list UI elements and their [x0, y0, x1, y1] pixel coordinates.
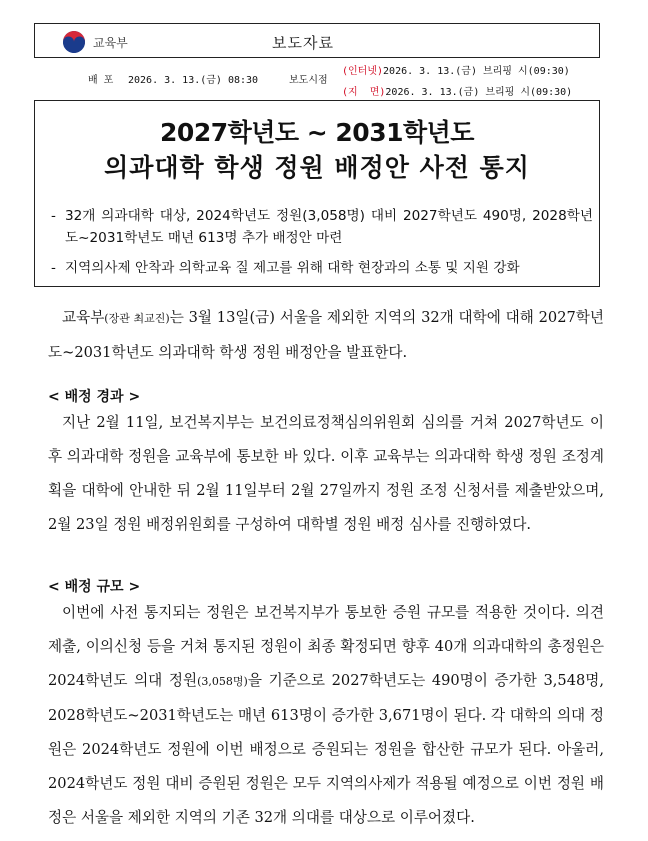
section-scale-text-a: 이번에 사전 통지되는 정원은 보건복지부가 통보한 증원 규모를 적용한 것이다. 의견제출, 이의신청 등을 거쳐 통지된 정원이 최종 확정되면 향후 40개 의과대학의 총정원은 2024학년도 의대 정원: [48, 604, 604, 689]
intro-text: 는 3월 13일(금) 서울을 제외한 지역의 32개 대학에 대해 2027학년도~2031학년도 의과대학 학생 정원 배정안을 발표한다.: [48, 309, 604, 361]
press-release-label: 보도자료: [272, 34, 334, 52]
summary-item: [51, 257, 596, 279]
section-progress-paragraph: [48, 406, 604, 542]
embargo-time: 2026. 3. 13.(금) 브리핑 시(09:30): [383, 66, 570, 77]
embargo-internet: [342, 62, 570, 77]
section-progress-text: 지난 2월 11일, 보건복지부는 보건의료정책심의위원회 심의를 거쳐 2027학년도 이후 의과대학 정원을 교육부에 통보한 바 있다. 이후 교육부는 의과대학 학생 정원 조정계획을 대학에 안내한 뒤 2월 11일부터 2월 27일까지 정원 조정 신청서를 제출받았으며, 2월 23일 정원 배정위원회를 구성하여 대학별 정원 배정 심사를 진행하였다.: [48, 414, 604, 533]
title-line-2: 의과대학 학생 정원 배정안 사전 통지: [104, 153, 530, 182]
section-scale-text-b: 을 기준으로 2027학년도는 490명이 증가한 3,548명, 2028학년도~2031학년도는 매년 613명이 증가한 3,671명이 된다. 각 대학의 의대 정원은 2024학년도 정원에 이번 배정으로 증원되는 정원을 합산한 규모가 된다. 아울러, 2024학년도 정원 대비 증원된 정원은 모두 지역의사제가 적용될 예정으로 이번 정원 배정은 서울을 제외한 지역의 기존 32개 의대를 대상으로 이루어졌다.: [48, 672, 604, 826]
summary-dash: -: [51, 260, 56, 276]
embargo-channel: (인터넷): [342, 66, 384, 77]
distribution-date: 2026. 3. 13.(금) 08:30: [128, 75, 259, 86]
embargo-print: [342, 83, 572, 98]
intro-minister: (장관 최교진): [104, 312, 170, 325]
intro-paragraph: [48, 301, 604, 370]
embargo-label: 보도시점: [289, 75, 328, 86]
title-line-1: 2027학년도 ~ 2031학년도: [160, 118, 474, 147]
summary-item: [51, 205, 596, 249]
section-heading-scale: < 배정 규모 >: [48, 579, 141, 595]
section-scale-quota: (3,058명): [197, 675, 248, 688]
intro-subject: 교육부: [62, 309, 105, 326]
embargo-time: 2026. 3. 13.(금) 브리핑 시(09:30): [385, 87, 573, 98]
summary-dash: -: [51, 208, 56, 224]
summary-text: 32개 의과대학 대상, 2024학년도 정원(3,058명) 대비 2027학년도 490명, 2028학년도~2031학년도 매년 613명 추가 배정안 마련: [65, 208, 593, 246]
ministry-logo-icon: [62, 30, 86, 54]
distribution-label: 배 포: [88, 75, 114, 86]
section-heading-progress: < 배정 경과 >: [48, 389, 141, 405]
embargo-channel: (지 면): [342, 87, 386, 98]
ministry-name: 교육부: [93, 36, 128, 50]
section-scale-paragraph: [48, 596, 604, 835]
summary-text: 지역의사제 안착과 의학교육 질 제고를 위해 대학 현장과의 소통 및 지원 강화: [65, 260, 520, 276]
